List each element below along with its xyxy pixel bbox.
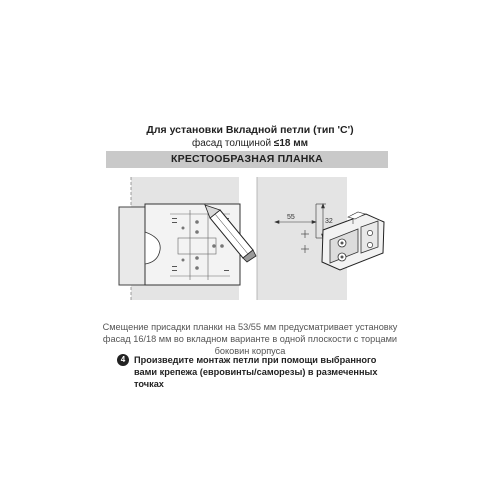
cabinet-edge	[119, 207, 147, 285]
section-banner: КРЕСТООБРАЗНАЯ ПЛАНКА	[106, 151, 388, 168]
offset-dimension-label: 55	[287, 214, 295, 221]
left-illustration	[119, 177, 256, 300]
step-number-badge: 4	[117, 354, 129, 366]
description-text: Смещение присадки планки на 53/55 мм предусматривает установку фасад 16/18 мм во вкладном варианте в одной плоскости с торцами боковин корпуса	[102, 322, 398, 356]
step-text: Произведите монтаж петли при помощи выбранного вами крепежа (евровинты/саморезы) в размеченных точках	[134, 355, 378, 389]
spacing-dimension-label: 32	[325, 218, 333, 225]
title-thickness: ≤18 мм	[273, 138, 309, 149]
title-line1: Для установки Вкладной петли (тип 'C')	[146, 124, 354, 136]
right-illustration	[257, 177, 384, 300]
title-prefix: фасад толщиной	[191, 138, 274, 149]
